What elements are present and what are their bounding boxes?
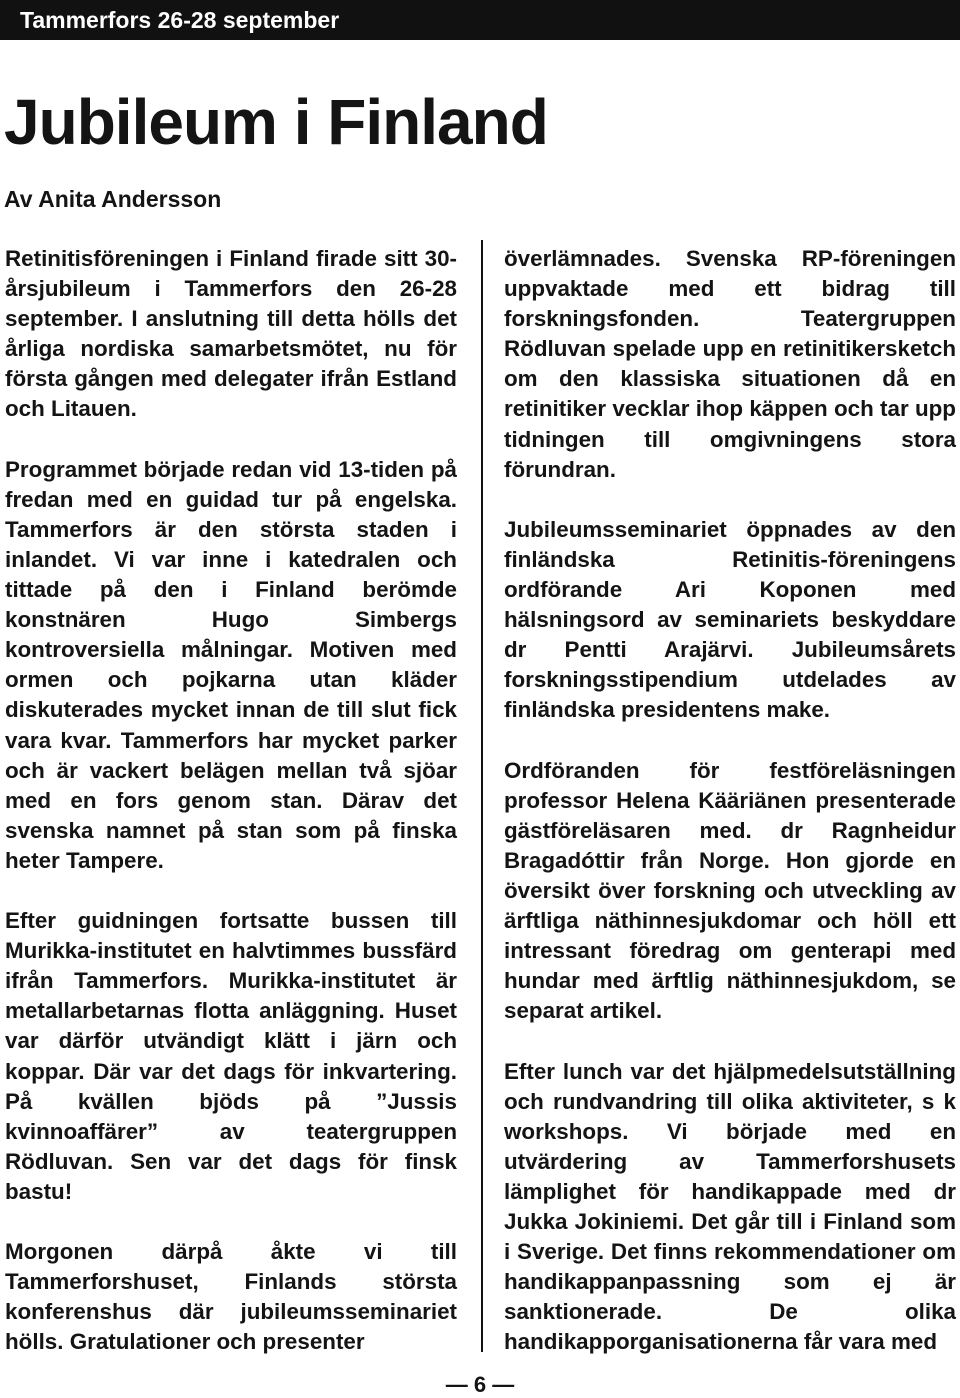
paragraph: Retinitisföreningen i Finland firade sitt 30-årsjubileum i Tammerfors den 26-28 september. I anslutning till detta hölls det årliga nordiska samarbetsmötet, nu för första gången med delegater ifrån Estland och Litauen. bbox=[5, 246, 457, 422]
left-column bbox=[5, 244, 457, 1357]
paragraph: Programmet började redan vid 13-tiden på fredan med en guidad tur på engelska. Tammerfors är den största staden i inlandet. Vi var inne i katedralen och tittade på den i Finland berömde konstnären Hugo Simbergs kontroversiella målningar. Motiven med ormen och pojkarna utan kläder diskuterades mycket innan de till slut fick vara kvar. Tammerfors har mycket parker och är vackert belägen mellan två sjöar med en fors genom stan. Därav det svenska namnet på stan som på finska heter Tampere. bbox=[5, 456, 457, 873]
header-title: Tammerfors 26-28 september bbox=[20, 7, 340, 33]
article-title: Jubileum i Finland bbox=[4, 86, 548, 158]
paragraph: Efter guidningen fortsatte bussen till Murikka-institutet en halvtimmes bussfärd ifrån Tammerfors. Murikka-institutet är metallarbetarnas flotta anläggning. Huset var därför utvändigt klätt i järn och koppar. Där var det dags för inkvartering. På kvällen bjöds på ”Jussis kvinnoaffärer” av teatergruppen Rödluvan. Sen var det dags för finsk bastu! bbox=[5, 908, 457, 1204]
article-byline: Av Anita Andersson bbox=[4, 186, 222, 212]
paragraph: Efter lunch var det hjälpmedelsutställning och rundvandring till olika aktiviteter, s k workshops. Vi började med en utvärdering av Tammerforshusets lämplighet för handikappade med dr Jukka Jokiniemi. Det går till i Finland som i Sverige. Det finns rekommendationer om handikappanpassning som ej är sanktionerade. De olika handikapporganisationerna får vara med bbox=[504, 1058, 956, 1355]
paragraph: överlämnades. Svenska RP-föreningen uppvaktade med ett bidrag till forskningsfonden. Teatergruppen Rödluvan spelade upp en retinitikersketch om den klassiska situationen då en retinitiker vecklar ihop käppen och tar upp tidningen till omgivningens stora förundran. bbox=[504, 246, 956, 482]
right-column bbox=[504, 244, 956, 1357]
paragraph: Jubileumsseminariet öppnades av den finländska Retinitis-föreningens ordförande Ari Koponen med hälsningsord av seminariets beskyddare dr Pentti Arajärvi. Jubileumsårets forskningsstipendium utdelades av finländska presidentens make. bbox=[504, 516, 956, 723]
header-bar bbox=[0, 0, 960, 40]
paragraph: Ordföranden för festföreläsningen professor Helena Kääriänen presenterade gästföreläsaren med. dr Ragnheidur Bragadóttir från Norge. Hon gjorde en översikt över forskning och utveckling av ärftliga näthinnesjukdomar och höll ett intressant föredrag om genterapi med hundar med ärftlig näthinnesjukdom, se separat artikel. bbox=[504, 757, 956, 1024]
page-number: — 6 — bbox=[445, 1372, 515, 1397]
paragraph: Morgonen därpå åkte vi till Tammerforshuset, Finlands största konferenshus där jubileumsseminariet hölls. Gratulationer och presenter bbox=[5, 1239, 457, 1355]
column-divider bbox=[481, 240, 483, 1352]
